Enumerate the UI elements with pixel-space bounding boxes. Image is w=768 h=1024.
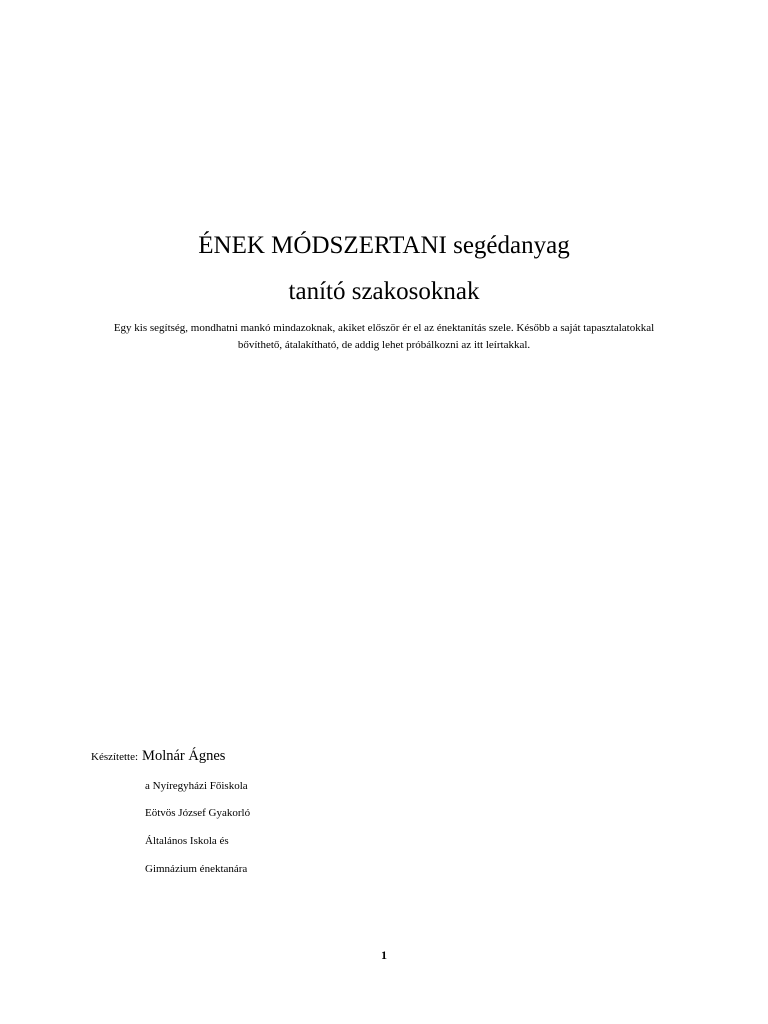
affiliation-line-3: Általános Iskola és [145, 835, 229, 847]
author-label: Készítette: [91, 751, 139, 763]
intro-line-2: bővíthető, átalakítható, de addig lehet próbálkozni az itt leírtakkal. [237, 339, 531, 351]
page-number: 1 [381, 948, 387, 962]
author-name: Molnár Ágnes [142, 748, 226, 764]
affiliation-line-2: Eötvös József Gyakorló [145, 807, 251, 819]
author-line [91, 747, 225, 765]
title-line-1: ÉNEK MÓDSZERTANI segédanyag [198, 232, 570, 259]
title-line-2: tanító szakosoknak [288, 278, 480, 305]
affiliation-line-1: a Nyíregyházi Főiskola [145, 780, 248, 792]
affiliation-line-4: Gimnázium énektanára [145, 863, 248, 875]
intro-paragraph [90, 320, 678, 354]
intro-line-1: Egy kis segítség, mondhatni mankó mindazoknak, akiket először ér el az énektanítás szele. Később a saját tapasztalatokkal [113, 322, 655, 334]
